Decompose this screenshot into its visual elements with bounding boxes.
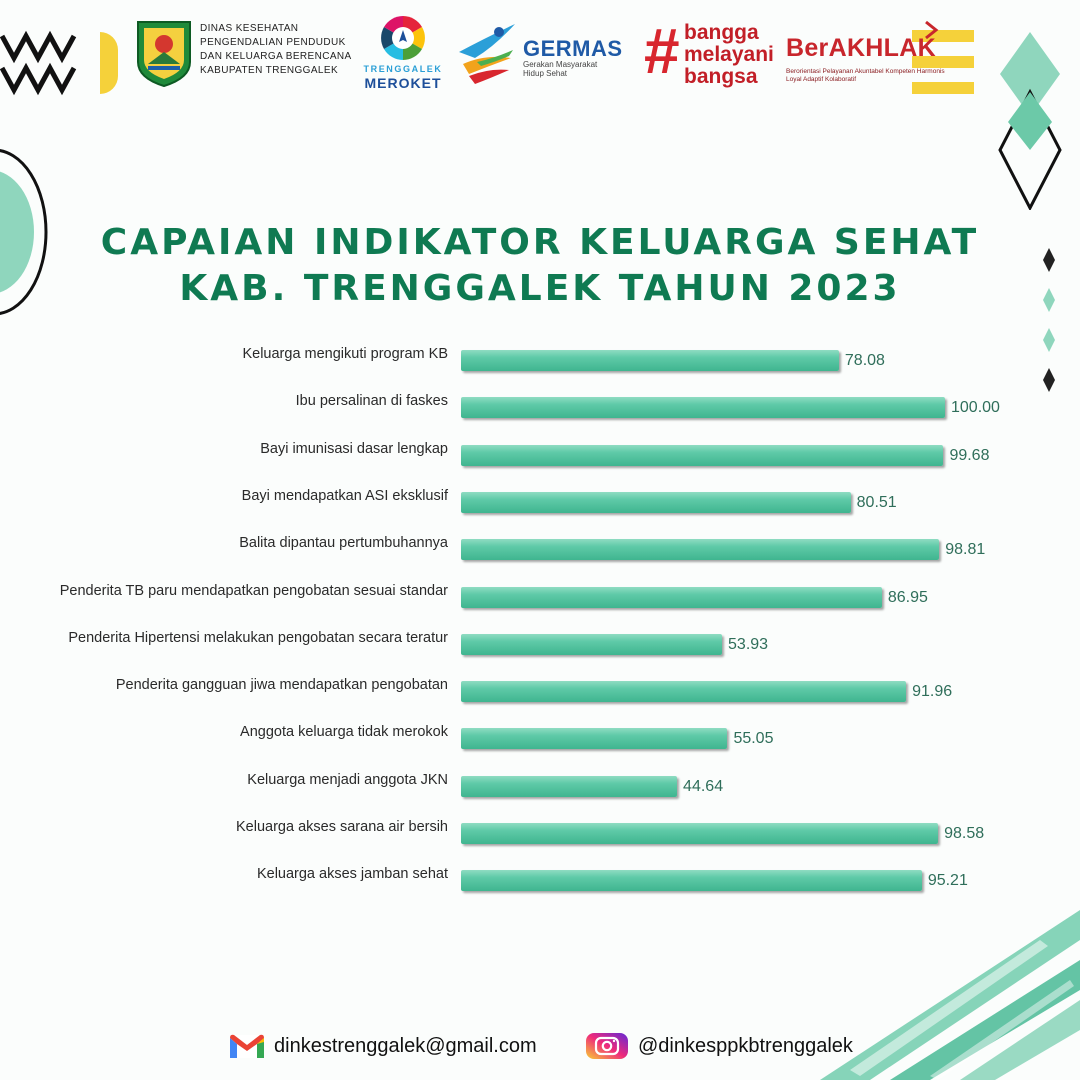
right-diamond-decoration xyxy=(998,30,1062,210)
bar xyxy=(461,870,922,891)
bar-row xyxy=(0,529,1080,559)
bar xyxy=(461,776,677,797)
value-label: 99.68 xyxy=(949,446,990,464)
agency-line: PENGENDALIAN PENDUDUK xyxy=(200,37,346,48)
category-label: Keluarga akses sarana air bersih xyxy=(236,819,448,835)
value-label: 44.64 xyxy=(683,777,724,795)
germas-figure-icon xyxy=(455,18,525,88)
bar-row xyxy=(0,718,1080,748)
value-label: 100.00 xyxy=(951,399,1000,417)
akhlak-subtitle: Berorientasi Pelayanan Akuntabel Kompeten Harmonis Loyal Adaptif Kolaboratif xyxy=(786,68,945,83)
bangga-word: bangga xyxy=(684,21,759,44)
bar xyxy=(461,397,945,418)
meroket-line2: MEROKET xyxy=(364,75,442,91)
horizontal-bar-chart xyxy=(0,340,1080,910)
category-label: Ibu persalinan di faskes xyxy=(295,393,448,410)
category-label: Penderita TB paru mendapatkan pengobatan sesuai standar xyxy=(59,582,448,599)
yellow-half-circle-decoration xyxy=(100,32,118,94)
value-label: 55.05 xyxy=(733,730,774,748)
bar xyxy=(461,492,851,513)
germas-logo xyxy=(455,18,635,88)
category-label: Bayi mendapatkan ASI eksklusif xyxy=(241,487,448,504)
category-label: Anggota keluarga tidak merokok xyxy=(240,724,448,741)
bar-row xyxy=(0,813,1080,843)
category-label: Balita dipantau pertumbuhannya xyxy=(239,535,448,552)
bar xyxy=(461,350,839,371)
bar-row xyxy=(0,860,1080,890)
germas-title: GERMAS xyxy=(523,36,623,61)
bar-row xyxy=(0,577,1080,607)
trenggalek-meroket-logo xyxy=(360,12,446,92)
category-label: Penderita Hipertensi melakukan pengobatan secara teratur xyxy=(68,629,448,646)
meroket-line1: TRENGGALEK xyxy=(363,64,443,74)
bangga-word: melayani xyxy=(684,43,774,66)
bar xyxy=(461,823,938,844)
bar-row xyxy=(0,624,1080,654)
instagram-contact[interactable] xyxy=(584,1030,853,1062)
agency-name xyxy=(200,22,352,78)
header xyxy=(0,0,1080,110)
category-label: Bayi imunisasi dasar lengkap xyxy=(260,440,448,457)
agency-line: DAN KELUARGA BERENCANA xyxy=(200,51,352,62)
bar xyxy=(461,587,882,608)
bar xyxy=(461,728,727,749)
category-label: Keluarga akses jamban sehat xyxy=(256,866,448,883)
value-label: 95.21 xyxy=(927,872,968,890)
category-label: Keluarga menjadi anggota JKN xyxy=(247,771,448,788)
bangga-word: bangsa xyxy=(684,65,758,88)
value-label: 91.96 xyxy=(912,683,953,701)
category-label: Keluarga mengikuti program KB xyxy=(242,346,448,362)
value-label: 86.95 xyxy=(887,588,928,606)
bar-row xyxy=(0,482,1080,512)
category-label: Penderita gangguan jiwa mendapatkan pengobatan xyxy=(115,677,448,694)
bangga-melayani-bangsa-logo xyxy=(644,14,784,94)
chart-title-line1: CAPAIAN INDIKATOR KELUARGA SEHAT xyxy=(100,222,980,263)
bar xyxy=(461,445,943,466)
chart-title-line2: KAB. TRENGGALEK TAHUN 2023 xyxy=(179,268,901,309)
meroket-wheel-icon xyxy=(360,12,446,62)
value-label: 78.08 xyxy=(844,352,885,369)
akhlak-title: BerAKHLAK xyxy=(786,34,936,62)
email-address: dinkestrenggalek@gmail.com xyxy=(274,1034,537,1057)
agency-line: DINAS KESEHATAN xyxy=(200,23,299,34)
instagram-icon xyxy=(584,1031,630,1061)
zigzag-decoration xyxy=(0,28,80,102)
bar xyxy=(461,681,906,702)
trenggalek-crest-logo xyxy=(134,18,194,88)
bar-row xyxy=(0,671,1080,701)
gmail-icon xyxy=(228,1032,266,1060)
chart-title xyxy=(0,220,1080,312)
value-label: 80.51 xyxy=(856,493,897,511)
bar xyxy=(461,634,722,655)
germas-subtitle: Gerakan Masyarakat Hidup Sehat xyxy=(523,60,598,78)
instagram-handle: @dinkesppkbtrenggalek xyxy=(638,1034,853,1057)
value-label: 98.81 xyxy=(945,541,986,559)
bar-row xyxy=(0,435,1080,465)
agency-line: KABUPATEN TRENGGALEK xyxy=(200,65,339,76)
bar-row xyxy=(0,387,1080,417)
value-label: 98.58 xyxy=(944,825,985,842)
bar xyxy=(461,539,939,560)
value-label: 53.93 xyxy=(728,635,769,653)
berakhlak-logo xyxy=(784,20,980,96)
bangga-hash: # xyxy=(644,15,680,87)
bar-row xyxy=(0,766,1080,796)
email-contact[interactable] xyxy=(228,1030,537,1062)
bar-row xyxy=(0,340,1080,370)
